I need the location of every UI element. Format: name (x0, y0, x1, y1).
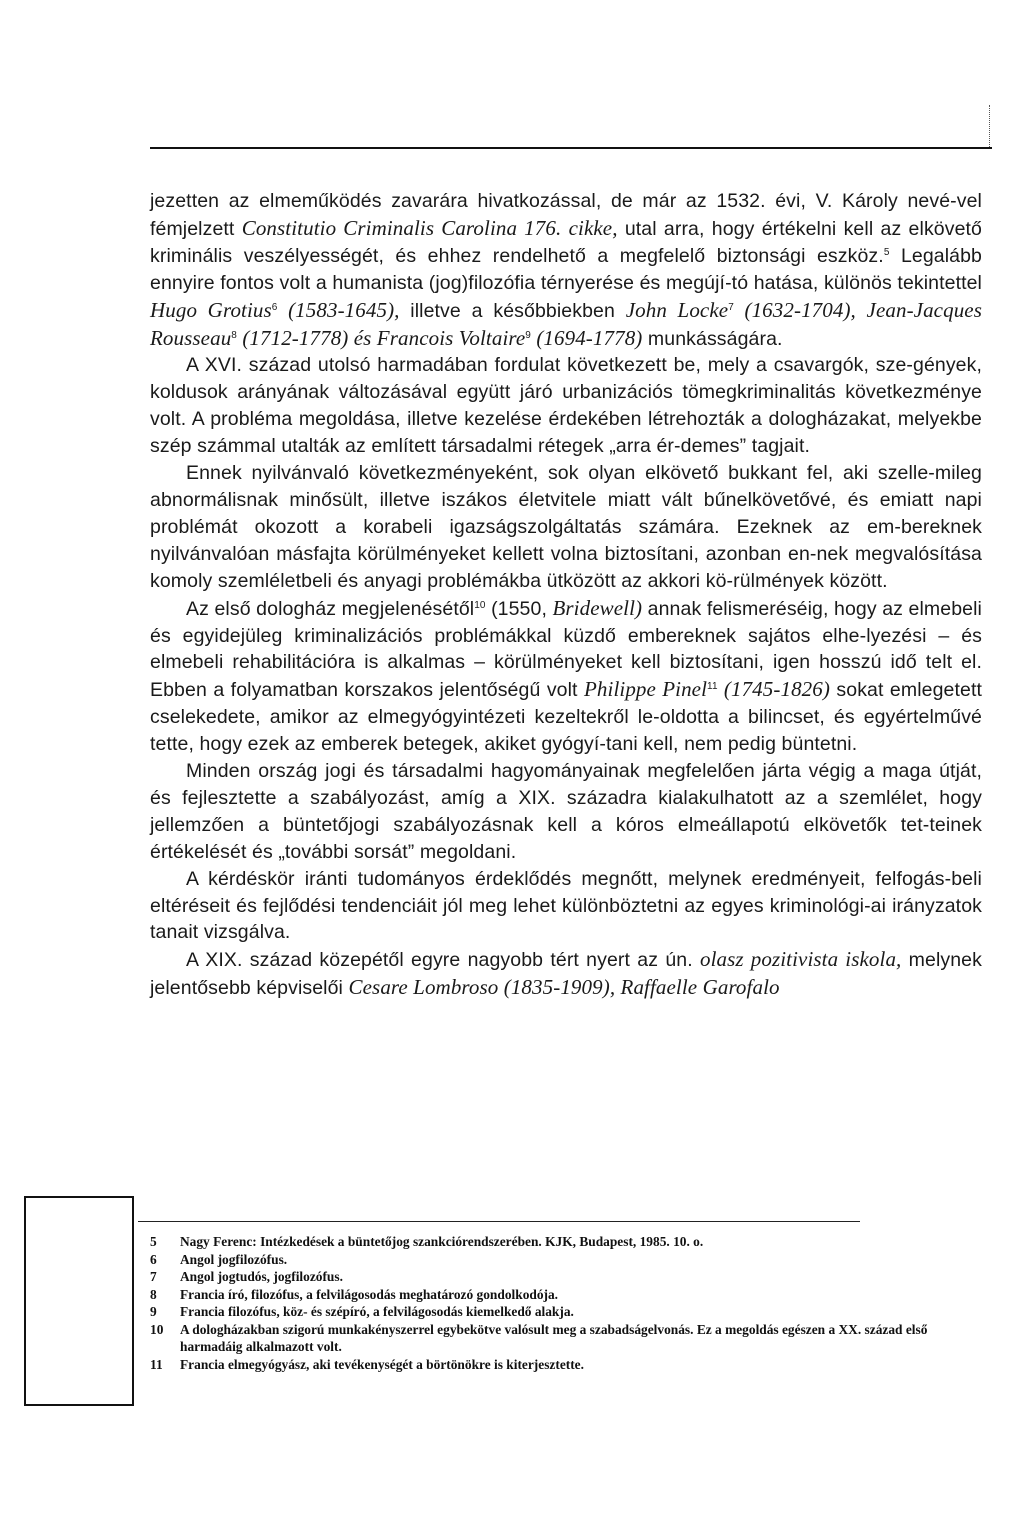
footnote-ref: 9 (525, 329, 531, 341)
italic-run: (1632-1704), Jean-Jacques Rousseau (150, 297, 982, 350)
italic-run: olasz pozitivista iskola, (700, 947, 902, 972)
footnote (150, 1251, 992, 1269)
footnote-number: 8 (150, 1286, 157, 1302)
paragraph-3: Ennek nyilvánvaló következményeként, sok olyan elkövető bukkant fel, aki szelle-mileg abnormálisnak minősült, illetve iszákos életvitele miatt vált bűnelkövetővé, és emiatt napi problémát okozott a korabeli igazságszolgáltatás számára. Ezeknek az em-bereknek nyilvánvalóan másfajta körülményeket kellett volna biztosítani, azonban en-nek megvalósítása komoly szemléletbeli és anyagi problémákba ütközött az akkori kö-rülmények között. (150, 462, 982, 592)
footnote-number: 7 (150, 1269, 157, 1284)
text-run: annak felismeréséig, hogy az elmebeli és egyidejüleg kriminalizációs problémákkal küzdő embereknek sajátos elhe-lyezési – és elmebeli rehabilitációra is alkalmas – körülményeket kell biztosítani, igen hosszú idő telt el. Ebben a folyamatban korszakos jelentőségű volt (150, 597, 982, 702)
footnote-text: Francia író, filozófus, a felvilágosodás meghatározó gondolkodója. (180, 1286, 559, 1302)
footnote-ref: 11 (707, 681, 718, 693)
text-run (561, 218, 568, 240)
text-run: (1550, (485, 597, 553, 620)
italic-run: Bridewell) (552, 595, 643, 620)
text-run: utal arra, hogy értékelni kell az elkövető kriminális veszélyességét, és ehhez rendelhető a megfelelő biztonsági eszköz. (150, 217, 982, 267)
footnote-text: Francia elmegyógyász, aki tevékenységét a börtönökre is kiterjesztette. (180, 1356, 584, 1372)
italic-run: (1583-1645), (277, 297, 400, 322)
italic-run: (1694-1778) (530, 325, 643, 350)
text-run: Legalább ennyire fontos volt a humanista (jog)filozófia térnyerése és megújí-tó hatása, különös tekintettel (150, 244, 982, 294)
italic-run: cikke, (568, 215, 618, 240)
italic-run: Hugo Grotius (150, 297, 272, 322)
footnote-number: 6 (150, 1251, 157, 1267)
text-run: jezetten az elmeműködés zavarára hivatkozással, de már az 1532. évi, V. Károly nevé-vel fémjelzett (150, 190, 982, 240)
footnote-ref: 5 (883, 246, 890, 258)
footnote (150, 1321, 992, 1356)
footnote-text: Angol jogtudós, jogfilozófus. (180, 1269, 343, 1284)
footnote (150, 1268, 992, 1286)
footnote-ref: 10 (474, 599, 486, 611)
text-run: illetve a későbbiekben (399, 299, 626, 322)
text-run: A XIX. század közepétől egyre nagyobb tért nyert az ún. (186, 949, 700, 972)
footnote-number: 9 (150, 1304, 157, 1319)
text-run: Az első dologház megjelenésétől (186, 597, 475, 620)
italic-run: John Locke (625, 297, 729, 322)
paragraph-7 (150, 946, 982, 1002)
header-rule (150, 147, 992, 149)
text-run: munkásságára. (642, 327, 783, 350)
italic-run: Philippe Pinel (584, 677, 708, 702)
paragraph-6: A kérdéskör iránti tudományos érdeklődés megnőtt, melynek eredményeit, felfogás-beli eltéréseit és fejlődési tendenciáit jól meg lehet különböztetni az egyes kriminológi-ai irányzatok tanait vizsgálva. (150, 867, 982, 944)
footnote-text: Angol jogfilozófus. (180, 1251, 288, 1267)
paragraph-5: Minden ország jogi és társadalmi hagyományainak megfelelően járta végig a maga útját, és fejlesztette a szabályozást, amíg a XIX. századra kialakulhatott az a szemlélet, hogy jellemzően a büntetőjogi szabályozásnak kell a kóros elmeállapotú elkövetők tet-teinek értékelését és „további sorsát” megoldani. (150, 760, 982, 863)
footnote-text: Nagy Ferenc: Intézkedések a büntetőjog szankciórendszerében. KJK, Budapest, 1985. 10. o. (180, 1234, 704, 1249)
footnote (150, 1303, 992, 1321)
paragraph-1 (150, 188, 982, 352)
paragraph-2: A XVI. század utolsó harmadában fordulat következett be, mely a csavargók, sze-gények, koldusok arányának változásával együtt járó urbanizációs tömegkriminalitás következménye volt. A probléma megoldása, illetve kezelése érdekében létrehozták a dologházakat, melyekbe szép számmal utalták az említett társadalmi rétegek „arra ér-demes” tagjait. (150, 354, 982, 458)
footnotes (150, 1233, 992, 1373)
footnote-ref: 7 (728, 301, 734, 313)
footnote-rule (138, 1221, 860, 1222)
margin-box (24, 1196, 134, 1406)
footnote-ref: 6 (271, 301, 278, 313)
text-run: sokat emlegetett cselekedete, amikor az elmegyógyintézeti kezeltekről le-oldotta a bilincset, és egyértelművé tette, hogy ezek az emberek betegek, akiket gyógyí-tani kell, nem pedig büntetni. (150, 679, 982, 756)
footnote (150, 1233, 992, 1251)
footnote-text: A dologházakban szigorú munkakényszerrel egybekötve valósult meg a szabadságelvonás. Ez a megoldás egészen a XX. század első harmadáig alkalmazott volt. (180, 1321, 928, 1354)
footnote (150, 1356, 992, 1374)
paragraph-4 (150, 595, 982, 758)
footnote-number: 5 (150, 1234, 157, 1249)
italic-run: Cesare Lombroso (1835-1909), Raffaelle Garofalo (348, 975, 780, 1000)
footnote (150, 1286, 992, 1304)
main-text (150, 188, 982, 1002)
text-run: melynek jelentősebb képviselői (150, 949, 982, 1000)
footnote-number: 11 (150, 1356, 163, 1372)
italic-run: (1745-1826) (717, 677, 830, 702)
italic-run: Constitutio Criminalis Carolina 176. (241, 215, 562, 240)
footnote-number: 10 (150, 1321, 164, 1337)
footnote-ref: 8 (231, 329, 237, 341)
italic-run: (1712-1778) és Francois Voltaire (236, 325, 526, 350)
footnote-text: Francia filozófus, köz- és szépíró, a felvilágosodás kiemelkedő alakja. (180, 1304, 574, 1319)
edge-mark (989, 105, 990, 147)
